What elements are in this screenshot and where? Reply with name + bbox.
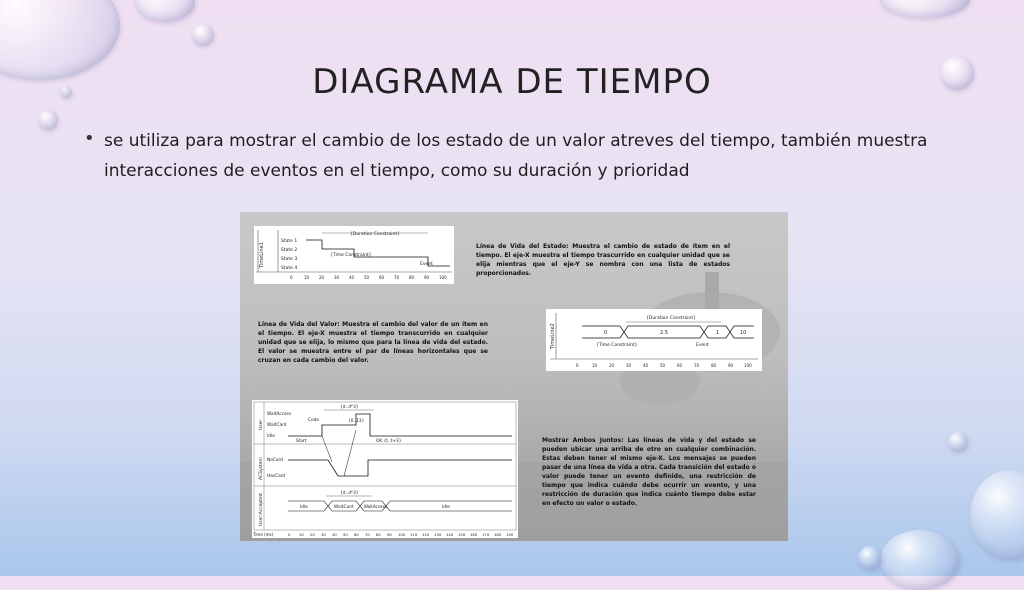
time-unit-label: Time (ms) [253, 532, 274, 537]
tick-label: 60 [379, 275, 385, 280]
state-lifeline-description: Línea de Vida del Estado: Muestra el cambio de estado de ítem en el tiempo. El eje-X muestra el tiempo trascurrido en cualquier unidad que se elija mientras que el eje-Y se nombra con una lista de estados proporcionados. [476, 243, 730, 277]
start-label: Start [296, 439, 307, 444]
state-label: State 2 [281, 248, 298, 253]
user-state-line [288, 414, 512, 436]
value-label: 10 [740, 330, 747, 336]
tick-label: 70 [394, 275, 400, 280]
t-constraint: {0..13} [348, 419, 365, 424]
state-label: State 3 [281, 257, 298, 262]
tick-label: 190 [506, 532, 514, 537]
tick-label: 160 [470, 532, 478, 537]
state-label: State 4 [281, 266, 298, 271]
tick-label: 30 [334, 275, 340, 280]
lifeline-label: ACSystem [259, 457, 264, 480]
tick-label: 40 [643, 363, 649, 368]
tick-label: 170 [482, 532, 490, 537]
tick-label: 0 [290, 275, 293, 280]
value-label: 1 [716, 330, 720, 336]
tick-label: 120 [422, 532, 430, 537]
tick-label: 20 [310, 532, 315, 537]
water-drop-decoration [38, 110, 58, 130]
water-drop-decoration [948, 432, 968, 452]
event-label: Event [420, 262, 433, 267]
system-state-line [288, 460, 512, 476]
value-label: 0 [604, 330, 608, 336]
bullet-point [84, 126, 944, 186]
tick-label: 50 [660, 363, 666, 368]
event-label: Event [696, 343, 709, 348]
tick-label: 90 [387, 532, 392, 537]
tick-label: 50 [343, 532, 348, 537]
tick-label: 100 [744, 363, 752, 368]
d-constraint: {d..d*3} [340, 405, 359, 410]
tick-label: 30 [626, 363, 632, 368]
lifeline-label: TimeLine2 [550, 323, 556, 349]
lifeline-label: TimeLine1 [259, 242, 265, 268]
tick-label: 100 [439, 275, 447, 280]
tick-label: 90 [424, 275, 430, 280]
combined-timing-diagram [252, 400, 518, 538]
tick-label: 60 [677, 363, 683, 368]
value-line-top [288, 501, 512, 506]
tick-label: 20 [609, 363, 615, 368]
tick-label: 60 [354, 532, 359, 537]
tick-label: 110 [410, 532, 418, 537]
tick-label: 70 [694, 363, 700, 368]
tick-label: 20 [319, 275, 325, 280]
value-line-bottom [582, 332, 754, 338]
tick-label: 40 [332, 532, 337, 537]
value-label: WaitCard [334, 505, 354, 510]
lifeline-label: User [259, 419, 264, 430]
water-drop-decoration [192, 24, 214, 46]
value-label: Idle [442, 505, 450, 510]
state-label: State 1 [281, 239, 298, 244]
water-drop-decoration [880, 530, 960, 590]
combined-timing-svg [252, 400, 518, 538]
value-label: Idle [300, 505, 308, 510]
tick-label: 90 [728, 363, 734, 368]
tick-label: 100 [398, 532, 406, 537]
time-constraint: {Time Constraint} [330, 253, 372, 258]
water-drop-decoration [970, 470, 1024, 560]
tick-label: 0 [576, 363, 579, 368]
state-label: WaitAccess [267, 412, 292, 417]
tick-label: 10 [304, 275, 310, 280]
water-drop-decoration [858, 546, 882, 570]
d-constraint: {d..d*3} [340, 491, 359, 496]
tick-label: 80 [376, 532, 381, 537]
state-label: NoCard [267, 458, 283, 463]
tick-label: 10 [299, 532, 304, 537]
code-label: Code [308, 418, 320, 423]
value-lifeline-diagram [546, 309, 762, 371]
duration-constraint: {Duration Constraint} [646, 316, 697, 321]
tick-label: 140 [446, 532, 454, 537]
state-label: WaitCard [267, 423, 287, 428]
value-lifeline-description: Línea de Vida del Valor: Muestra el cambio del valor de un ítem en el tiempo. El eje-X muestra el tiempo transcurrido en cualquier unidad que se elija, lo mismo que para la línea de vida del estado. El valor se muestra entre el par de líneas horizontales que se cruzan en cada cambio del valor. [258, 321, 488, 364]
tick-label: 30 [321, 532, 326, 537]
bullet-icon: • [84, 128, 95, 149]
tick-label: 0 [288, 532, 291, 537]
value-lifeline-svg [546, 309, 762, 371]
water-drop-decoration [135, 0, 195, 22]
tick-label: 50 [364, 275, 370, 280]
time-constraint: {Time Constraint} [596, 343, 638, 348]
combined-description: Mostrar Ambos Juntos: Las líneas de vida y del estado se pueden ubicar una arriba de otro en cualquier combinación. Estas deben tener el mismo eje-X. Los mensajes se pueden pasar de una línea de vida a otra. Cada transición del estado o valor puede tener un evento definido, una restricción de tiempo que indica cuándo debe ocurrir un evento, y una restricción de duración que indica cuánto tiempo debe estar en efecto un valor o estado. [542, 437, 756, 507]
water-drop-decoration [880, 0, 970, 18]
timing-diagram-figure [240, 212, 788, 541]
ok-label: OK {t..t+3} [376, 439, 402, 444]
tick-label: 40 [349, 275, 355, 280]
state-label: Idle [267, 434, 275, 439]
bullet-text: se utiliza para mostrar el cambio de los estado de un valor atreves del tiempo, también muestra interacciones de eventos en el tiempo, como su duración y prioridad [104, 131, 928, 181]
tick-label: 70 [365, 532, 370, 537]
value-line-bottom [288, 506, 512, 511]
value-label: WaitAccess [364, 504, 387, 509]
state-lifeline-svg [254, 226, 454, 284]
state-label: HasCard [267, 474, 286, 479]
tick-label: 130 [434, 532, 442, 537]
value-line-top [582, 326, 754, 332]
tick-label: 150 [458, 532, 466, 537]
state-lifeline-diagram [254, 226, 454, 284]
lifeline-label: User:Accepted [259, 493, 264, 526]
value-label: 2.5 [660, 330, 668, 336]
tick-label: 80 [409, 275, 415, 280]
tick-label: 80 [711, 363, 717, 368]
tick-label: 180 [494, 532, 502, 537]
slide-title: DIAGRAMA DE TIEMPO [312, 62, 712, 102]
tick-label: 10 [592, 363, 598, 368]
duration-constraint: {Duration Constraint} [350, 232, 401, 237]
